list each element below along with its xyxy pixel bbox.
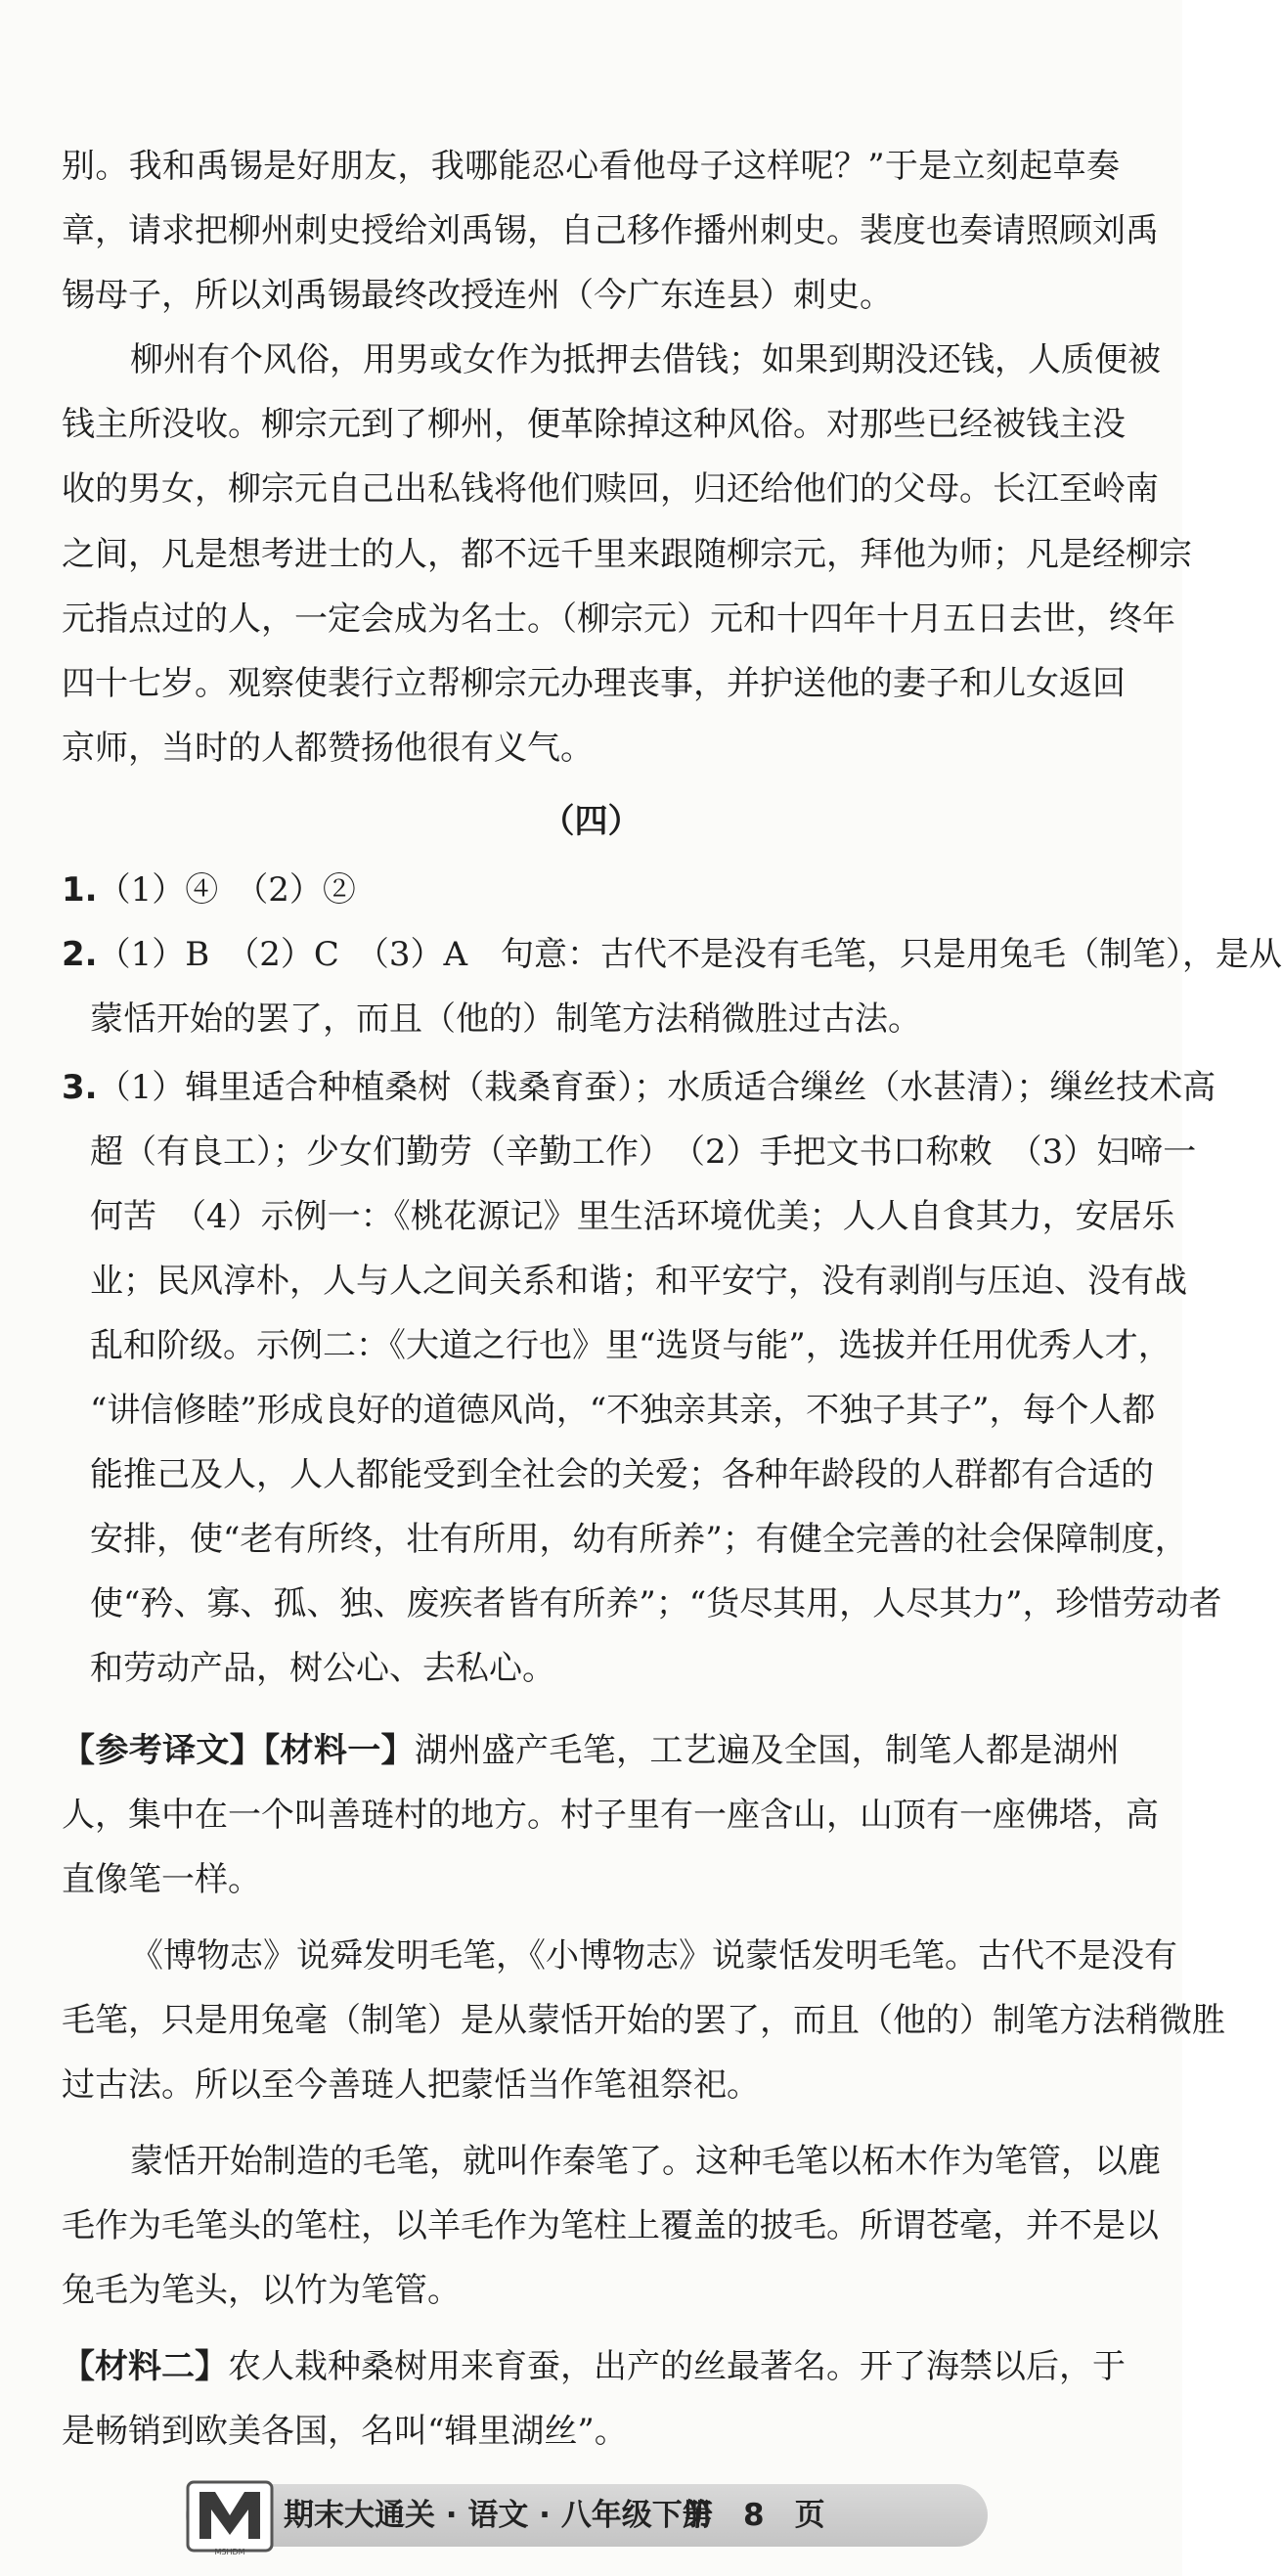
material-two-tag: 【材料二】 (62, 2347, 228, 2386)
footer-title: 期末大通关 · 语文 · 八年级下册 (284, 2498, 713, 2533)
text-line: 收的男女，柳宗元自己出私钱将他们赎回，归还给他们的父母。长江至岭南 (62, 469, 1159, 509)
text-line: 蒙恬开始制造的毛笔，就叫作秦笔了。这种毛笔以柘木作为笔管，以鹿 (130, 2142, 1161, 2181)
footer-bar (186, 2484, 988, 2547)
text-line: 何苦 （4）示例一：《桃花源记》里生活环境优美；人人自食其力，安居乐 (90, 1197, 1175, 1236)
translation-first-line (62, 1721, 1120, 1780)
material-two-line (62, 2337, 1126, 2396)
text-line: 之间，凡是想考进士的人，都不远千里来跟随柳宗元，拜他为师；凡是经柳宗 (62, 535, 1192, 574)
answer-text: （1）B （2）C （3）A 句意：古代不是没有毛笔，只是用兔毛（制笔），是从 (97, 935, 1282, 974)
text-line: 安排，使“老有所终，壮有所用，幼有所养”；有健全完善的社会保障制度， (90, 1520, 1188, 1559)
text-line: 是畅销到欧美各国，名叫“辑里湖丝”。 (62, 2412, 628, 2451)
question-number: 1. (62, 870, 98, 910)
text-line: 章，请求把柳州刺史授给刘禹锡，自己移作播州刺史。裴度也奏请照顾刘禹 (62, 211, 1159, 250)
reference-translation-tag: 【参考译文】 (62, 1731, 264, 1770)
text-line: 兔毛为笔头，以竹为笔管。 (62, 2271, 461, 2310)
text-line: 柳州有个风俗，用男或女作为抵押去借钱；如果到期没还钱，人质便被 (130, 340, 1161, 379)
page-number: 第 8 页 (683, 2498, 825, 2533)
text-line: 超（有良工）；少女们勤劳（辛勤工作） （2）手把文书口称敕 （3）妇啼一 (90, 1133, 1197, 1172)
material-one-tag: 【材料一】 (263, 1731, 415, 1770)
text-line: 人，集中在一个叫善琏村的地方。村子里有一座含山，山顶有一座佛塔，高 (62, 1796, 1159, 1835)
text-line: 过古法。所以至今善琏人把蒙恬当作笔祖祭祀。 (62, 2065, 760, 2105)
answer-q1 (62, 861, 1120, 919)
text-line: 京师，当时的人都赞扬他很有义气。 (62, 729, 594, 768)
text-line: 能推己及人，人人都能受到全社会的关爱；各种年龄段的人群都有合适的 (90, 1455, 1154, 1494)
translation-text: 农人栽种桑树用来育蚕，出产的丝最著名。开了海禁以后，于 (228, 2347, 1126, 2386)
text-line: 使“矜、寡、孤、独、废疾者皆有所养”；“货尽其用，人尽其力”，珍惜劳动者 (90, 1584, 1222, 1623)
text-line: 四十七岁。观察使裴行立帮柳宗元办理丧事，并护送他的妻子和儿女返回 (62, 664, 1126, 703)
text-line: 毛笔，只是用兔毫（制笔）是从蒙恬开始的罢了，而且（他的）制笔方法稍微胜 (62, 2001, 1225, 2040)
text-line: 和劳动产品，树公心、去私心。 (90, 1649, 555, 1688)
text-line: 元指点过的人，一定会成为名士。（柳宗元）元和十四年十月五日去世，终年 (62, 600, 1175, 639)
text-line: 别。我和禹锡是好朋友，我哪能忍心看他母子这样呢？”于是立刻起草奏 (62, 147, 1120, 186)
question-number: 2. (62, 935, 98, 974)
text-line: 锡母子，所以刘禹锡最终改授连州（今广东连县）刺史。 (62, 276, 893, 315)
logo-text: MSHDM (214, 2548, 245, 2556)
text-line: 蒙恬开始的罢了，而且（他的）制笔方法稍微胜过古法。 (90, 999, 921, 1039)
answer-q2 (62, 925, 1282, 984)
question-number: 3. (62, 1068, 98, 1107)
answer-text: （1）辑里适合种植桑树（栽桑育蚕）；水质适合缫丝（水甚清）；缫丝技术高 (97, 1068, 1216, 1107)
translation-text: 湖州盛产毛笔，工艺遍及全国，制笔人都是湖州 (414, 1731, 1121, 1770)
text-line: 业；民风淳朴，人与人之间关系和谐；和平安宁，没有剥削与压迫、没有战 (90, 1262, 1187, 1301)
publisher-logo (186, 2472, 274, 2560)
answer-q3 (62, 1058, 1216, 1117)
text-line: 钱主所没收。柳宗元到了柳州，便革除掉这种风俗。对那些已经被钱主没 (62, 405, 1126, 444)
answer-text: （1）④ （2）② (97, 870, 356, 910)
text-line: 直像笔一样。 (62, 1860, 261, 1899)
text-line: 乱和阶级。示例二：《大道之行也》里“选贤与能”，选拔并任用优秀人才， (90, 1326, 1171, 1365)
text-line: 毛作为毛笔头的笔柱，以羊毛作为笔柱上覆盖的披毛。所谓苍毫，并不是以 (62, 2206, 1159, 2245)
text-line: “讲信修睦”形成良好的道德风尚，“不独亲其亲，不独子其子”，每个人都 (90, 1391, 1156, 1430)
section-heading: （四） (541, 802, 641, 841)
text-line: 《博物志》说舜发明毛笔，《小博物志》说蒙恬发明毛笔。古代不是没有 (130, 1936, 1177, 1976)
